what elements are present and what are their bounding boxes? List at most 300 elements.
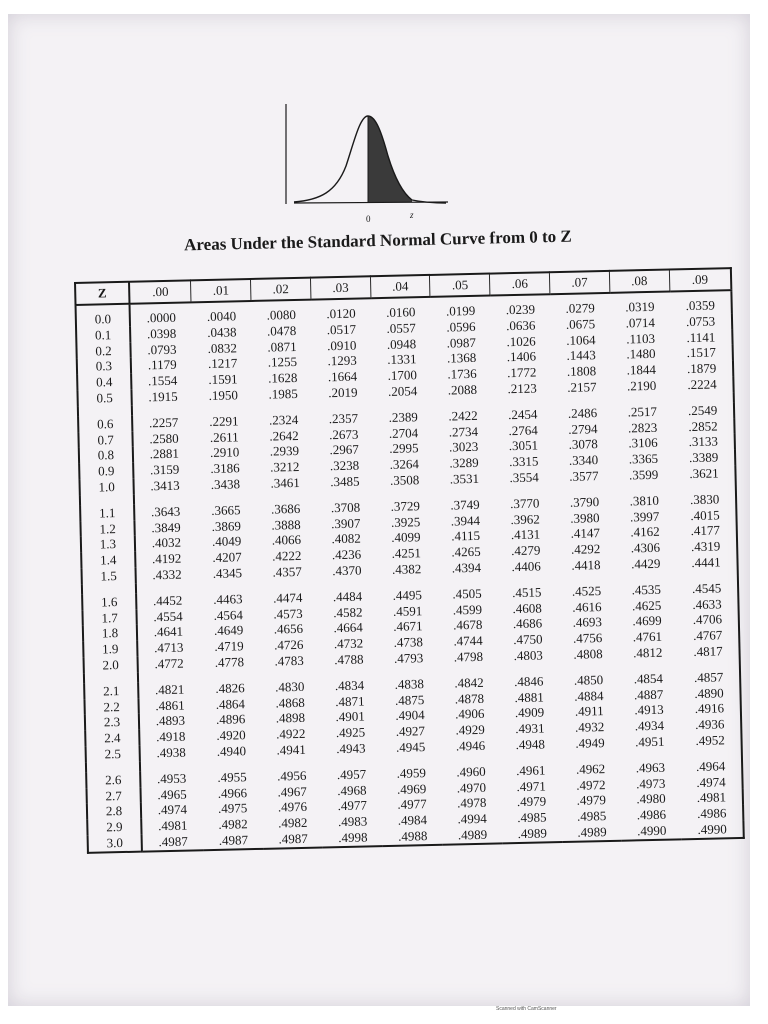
area-cell: .4934	[634, 717, 665, 734]
area-cell: .4986	[636, 806, 667, 823]
area-cell: .3554	[509, 469, 539, 486]
area-cell: .4857	[693, 669, 724, 685]
area-cell: .4881	[514, 688, 544, 705]
z-value-cell: 0.2	[76, 342, 130, 359]
area-cell: .4656	[273, 621, 304, 637]
area-cell: .1915	[148, 388, 178, 405]
area-cell: .4515	[511, 584, 542, 600]
area-cell: .4564	[213, 606, 244, 623]
area-cell: .3078	[568, 436, 599, 453]
area-cell: .4826	[215, 679, 245, 696]
z-value-cell: 1.0	[79, 479, 133, 496]
area-cell: .4987	[278, 830, 308, 847]
area-cell: .3770	[509, 495, 540, 511]
area-cell: .1517	[686, 344, 717, 361]
area-cell: .4772	[154, 655, 184, 672]
area-cell: .4941	[276, 741, 306, 758]
z-value-cell: 0.8	[79, 447, 133, 464]
area-cell: .4952	[695, 732, 725, 748]
area-cell: .4946	[455, 737, 486, 754]
area-cell: .3577	[569, 468, 599, 484]
z-value-cell: 1.7	[82, 609, 136, 626]
area-cell: .4279	[511, 542, 541, 559]
area-cell: .4979	[516, 793, 547, 810]
area-cell: .0948	[386, 335, 417, 352]
area-cell: .4803	[513, 647, 544, 664]
area-cell: .4977	[397, 796, 427, 813]
area-cell: .4945	[395, 739, 426, 755]
area-cell: .1255	[267, 354, 298, 371]
area-cell: .4066	[271, 532, 302, 548]
area-cell: .4963	[635, 759, 666, 776]
area-cell: .3133	[688, 433, 719, 450]
area-cell: .3665	[211, 502, 241, 518]
area-cell: .4982	[218, 816, 248, 832]
z-value-cell: 1.8	[83, 625, 137, 642]
area-cell: .2852	[688, 418, 718, 434]
z-value-cell: 2.9	[87, 819, 141, 836]
area-cell: .4994	[457, 810, 487, 827]
area-cell: .4798	[453, 648, 484, 665]
area-cell: .4974	[696, 773, 726, 790]
z-value-cell: 2.5	[86, 746, 140, 763]
area-cell: .3289	[449, 455, 479, 471]
area-cell: .3621	[689, 465, 719, 482]
area-cell: .4649	[213, 622, 244, 639]
z-value-cell: 2.4	[85, 730, 139, 747]
area-cell: .4981	[157, 817, 188, 834]
z-table	[74, 267, 745, 853]
area-cell: .4989	[577, 823, 607, 840]
area-cell: .3531	[449, 470, 480, 487]
area-cell: .4893	[155, 712, 186, 729]
area-cell: .0478	[266, 322, 297, 339]
area-cell: .1772	[507, 364, 537, 381]
area-cell: .3643	[150, 503, 181, 520]
area-cell: .0120	[326, 305, 356, 322]
area-cell: .4706	[692, 611, 723, 628]
area-cell: .4830	[274, 678, 305, 695]
area-cell: .4854	[633, 670, 664, 687]
area-cell: .1331	[387, 351, 417, 368]
area-cell: .4236	[331, 546, 362, 563]
area-cell: .1554	[147, 372, 178, 389]
area-cell: .2054	[387, 383, 418, 399]
area-cell: .3264	[389, 456, 420, 473]
area-cell: .4989	[517, 825, 548, 841]
scanner-watermark: Scanned with CamScanner	[496, 1006, 557, 1012]
area-cell: .2422	[448, 407, 478, 424]
area-cell: .4920	[216, 727, 246, 744]
area-cell: .2881	[149, 446, 180, 462]
area-cell: .4896	[215, 711, 246, 728]
area-cell: .1141	[686, 329, 716, 345]
area-cell: .4177	[690, 522, 721, 539]
area-cell: .4474	[272, 589, 303, 606]
area-cell: .4957	[336, 766, 367, 782]
header-col-03: .03	[310, 276, 370, 299]
table-title: Areas Under the Standard Normal Curve from 0 to Z	[183, 226, 572, 255]
area-cell: .4949	[575, 735, 605, 751]
area-cell: .2454	[507, 406, 538, 422]
area-cell: .4783	[274, 652, 304, 669]
header-col-08: .08	[609, 269, 669, 292]
area-cell: .4406	[511, 558, 541, 575]
area-cell: .4969	[396, 780, 427, 797]
area-cell: .4608	[512, 600, 542, 616]
area-cell: .4978	[456, 795, 487, 811]
area-cell: .0279	[565, 300, 595, 316]
area-cell: .4616	[572, 598, 602, 615]
area-cell: .4793	[393, 650, 424, 666]
area-cell: .4370	[332, 562, 362, 579]
normal-curve-figure	[280, 94, 455, 226]
area-cell: .4890	[694, 684, 724, 701]
z-value-cell: 2.2	[84, 698, 138, 715]
area-cell: .1103	[626, 330, 656, 347]
area-cell: .4998	[338, 829, 368, 846]
shaded-area	[368, 116, 412, 202]
area-cell: .4948	[515, 736, 546, 753]
area-cell: .4960	[456, 763, 486, 780]
area-cell: .1443	[566, 347, 596, 364]
z-value-cell: 0.1	[76, 327, 130, 344]
z-value-cell: 2.6	[86, 771, 140, 788]
area-cell: .0753	[685, 313, 716, 329]
area-cell: .4985	[576, 808, 607, 824]
area-cell: .1293	[327, 352, 357, 369]
area-cell: .3106	[628, 435, 658, 451]
area-cell: .0199	[445, 302, 476, 319]
area-cell: .1844	[626, 362, 657, 378]
area-cell: .0557	[386, 320, 416, 336]
area-cell: .4633	[692, 595, 722, 612]
area-cell: .4951	[634, 733, 665, 750]
area-cell: .4357	[272, 563, 302, 580]
area-cell: .4940	[216, 743, 247, 759]
area-cell: .3997	[629, 508, 660, 525]
area-cell: .4982	[278, 814, 308, 831]
header-col-04: .04	[370, 275, 430, 298]
area-cell: .0040	[206, 308, 237, 324]
area-cell: .2611	[209, 428, 239, 445]
area-cell: .4922	[276, 725, 306, 742]
area-cell: .4015	[690, 506, 720, 523]
z-value-cell: 1.3	[81, 536, 135, 553]
area-cell: .3708	[330, 499, 361, 515]
area-cell: .4965	[157, 786, 187, 802]
area-cell: .3849	[151, 519, 181, 535]
area-cell: .4573	[273, 605, 303, 622]
area-cell: .4974	[157, 801, 188, 818]
area-cell: .4222	[271, 548, 302, 564]
z-value-cell: 0.3	[77, 358, 131, 375]
area-cell: .4976	[277, 799, 308, 815]
area-cell: .0910	[326, 337, 357, 353]
area-cell: .4625	[631, 597, 662, 613]
area-cell: .4817	[693, 643, 723, 659]
area-cell: .4878	[454, 690, 485, 706]
area-cell: .4975	[217, 800, 248, 817]
area-cell: .0160	[386, 304, 416, 320]
x-axis	[294, 202, 448, 203]
area-cell: .4306	[630, 539, 661, 556]
area-cell: .2673	[329, 426, 359, 442]
z-value-cell: 2.7	[86, 787, 140, 804]
area-cell: .4884	[574, 687, 604, 704]
area-cell: .2823	[627, 419, 658, 436]
area-cell: .0359	[685, 297, 716, 314]
area-cell: .3438	[210, 476, 241, 492]
area-cell: .1179	[147, 357, 177, 373]
area-cell: .4913	[634, 702, 664, 718]
header-col-09: .09	[669, 268, 731, 291]
area-cell: .2357	[328, 410, 359, 427]
area-cell: .3790	[569, 493, 600, 510]
area-cell: .1700	[387, 367, 418, 384]
area-cell: .4909	[514, 704, 545, 721]
area-cell: .4970	[456, 779, 487, 795]
area-cell: .3830	[689, 491, 720, 507]
area-cell: .4916	[694, 700, 725, 717]
area-cell: .2967	[329, 441, 359, 458]
z-value-cell: 1.4	[81, 552, 135, 569]
area-cell: .1591	[208, 371, 238, 388]
area-cell: .0871	[267, 338, 297, 355]
area-cell: .1808	[566, 363, 597, 380]
area-cell: .4265	[451, 544, 481, 560]
area-cell: .4778	[214, 654, 245, 670]
area-cell: .4861	[155, 697, 185, 713]
area-cell: .4953	[156, 770, 187, 786]
table-body	[76, 290, 744, 852]
area-cell: .2190	[626, 377, 657, 394]
z-value-cell: 0.5	[77, 390, 131, 407]
area-cell: .2995	[389, 440, 419, 457]
area-cell: .3869	[211, 517, 242, 534]
z-value-cell: 2.3	[85, 714, 139, 731]
area-cell: .4484	[332, 588, 363, 604]
area-cell: .0987	[446, 334, 477, 351]
area-cell: .4251	[391, 545, 422, 562]
area-cell: .4115	[451, 528, 481, 544]
area-cell: .4162	[630, 524, 660, 540]
area-cell: .4812	[632, 644, 663, 661]
area-cell: .3413	[150, 477, 180, 494]
area-cell: .4641	[153, 623, 184, 640]
area-cell: .4545	[691, 580, 722, 596]
area-cell: .2734	[448, 423, 479, 440]
area-cell: .0398	[146, 325, 177, 342]
area-cell: .4984	[397, 812, 428, 828]
area-cell: .4864	[215, 695, 246, 712]
area-cell: .3944	[450, 512, 481, 529]
area-cell: .4049	[211, 533, 242, 550]
area-cell: .4901	[335, 708, 366, 725]
area-cell: .3051	[508, 437, 539, 454]
area-cell: .4599	[452, 601, 483, 618]
area-cell: .0675	[565, 315, 596, 332]
area-cell: .4983	[337, 813, 368, 830]
area-cell: .4931	[515, 720, 545, 737]
area-cell: .2910	[209, 444, 240, 461]
area-cell: .1480	[626, 346, 656, 362]
area-cell: .3485	[330, 473, 360, 490]
area-cell: .3729	[390, 497, 421, 514]
area-cell: .4868	[275, 694, 305, 711]
area-cell: .3980	[570, 509, 600, 526]
area-cell: .4943	[336, 740, 366, 757]
header-col-02: .02	[251, 278, 311, 301]
area-cell: .4535	[631, 581, 662, 598]
area-cell: .4192	[151, 550, 182, 567]
area-cell: .4767	[692, 627, 723, 644]
area-cell: .2642	[269, 427, 299, 444]
z-value-cell: 0.0	[76, 304, 131, 328]
area-cell: .3686	[270, 500, 301, 517]
area-cell: .2389	[388, 409, 418, 425]
area-cell: .4082	[331, 530, 361, 547]
area-cell: .4463	[213, 591, 243, 607]
z-value-cell: 1.9	[83, 641, 137, 658]
area-cell: .2324	[268, 411, 299, 428]
area-cell: .4932	[574, 719, 605, 735]
area-cell: .4441	[691, 554, 721, 571]
area-cell: .0793	[147, 341, 177, 357]
z-table-container	[74, 267, 745, 853]
area-cell: .4554	[153, 608, 183, 624]
area-cell: .4887	[633, 686, 664, 702]
area-cell: .4319	[690, 538, 721, 555]
label-zero: 0	[366, 214, 371, 224]
z-value-cell: 0.6	[78, 415, 132, 432]
area-cell: .4936	[694, 716, 725, 733]
area-cell: .4871	[335, 693, 365, 709]
area-cell: .4968	[337, 782, 367, 798]
area-cell: .4761	[632, 628, 663, 645]
area-cell: .4505	[452, 585, 482, 602]
area-cell: .4938	[156, 744, 186, 761]
area-cell: .4808	[573, 646, 603, 662]
z-value-cell: 0.7	[78, 431, 132, 448]
area-cell: .4292	[570, 541, 601, 557]
area-cell: .4788	[334, 651, 364, 668]
area-cell: .4918	[155, 728, 186, 745]
area-cell: .4955	[217, 768, 247, 785]
area-cell: .4664	[333, 619, 363, 636]
area-cell: .0714	[625, 314, 656, 331]
area-cell: .2088	[447, 381, 478, 398]
area-cell: .2704	[388, 424, 419, 441]
area-cell: .2764	[508, 422, 538, 438]
area-cell: .4726	[273, 637, 304, 653]
z-value-cell: 1.6	[82, 593, 136, 610]
area-cell: .4147	[570, 525, 601, 542]
area-cell: .4699	[632, 613, 662, 629]
area-cell: .4904	[395, 707, 425, 724]
area-cell: .4911	[574, 703, 604, 720]
area-cell: .4750	[513, 631, 543, 648]
area-cell: .0000	[146, 309, 177, 326]
area-cell: .4987	[218, 832, 249, 848]
area-cell: .4732	[333, 635, 364, 652]
area-cell: .4979	[576, 792, 607, 809]
area-cell: .0239	[505, 301, 536, 318]
z-value-cell: 2.1	[84, 682, 138, 699]
area-cell: .4850	[573, 671, 604, 688]
area-cell: .3238	[329, 457, 360, 474]
area-cell: .4977	[337, 797, 368, 814]
area-cell: .1064	[566, 331, 596, 348]
area-cell: .3212	[269, 459, 300, 475]
area-cell: .4990	[697, 821, 727, 837]
area-cell: .3186	[210, 460, 240, 477]
area-cell: .4131	[510, 526, 541, 543]
area-cell: .2517	[627, 403, 658, 420]
header-col-01: .01	[191, 279, 251, 302]
area-cell: .4985	[517, 809, 547, 826]
area-cell: .2257	[148, 414, 179, 431]
area-cell: .4927	[395, 723, 426, 739]
area-cell: .4956	[276, 767, 307, 784]
area-cell: .2019	[328, 384, 358, 401]
area-cell: .2939	[269, 443, 300, 459]
area-cell: .3389	[688, 449, 719, 466]
area-cell: .4738	[393, 634, 424, 650]
area-cell: .4875	[394, 691, 425, 708]
area-cell: .3159	[149, 461, 180, 478]
area-cell: .1406	[506, 348, 537, 365]
area-cell: .0596	[446, 318, 476, 335]
area-cell: .4967	[277, 783, 307, 800]
area-cell: .4842	[454, 674, 484, 691]
area-cell: .4429	[630, 555, 661, 572]
area-cell: .2580	[149, 430, 179, 446]
area-cell: .4744	[453, 632, 483, 649]
area-cell: .2486	[567, 404, 598, 421]
area-cell: .3340	[568, 452, 599, 468]
area-cell: .2291	[209, 413, 239, 429]
area-cell: .4846	[514, 673, 544, 689]
area-cell: .2123	[507, 380, 537, 397]
area-cell: .3315	[509, 453, 539, 470]
area-cell: .4987	[158, 833, 188, 850]
area-cell: .1879	[686, 360, 717, 377]
area-cell: .1217	[207, 355, 238, 372]
area-cell: .4986	[696, 805, 727, 822]
area-cell: .3461	[270, 474, 300, 491]
area-cell: .4972	[576, 776, 606, 793]
z-value-cell: 2.0	[84, 657, 138, 674]
area-cell: .4713	[153, 639, 184, 656]
area-cell: .2549	[687, 402, 718, 418]
area-cell: .4678	[452, 617, 483, 633]
area-cell: .4838	[394, 675, 425, 692]
area-cell: .1368	[446, 350, 477, 366]
area-cell: .4980	[636, 791, 666, 807]
z-value-cell: 1.1	[80, 504, 134, 521]
area-cell: .0438	[207, 324, 237, 340]
area-cell: .3599	[628, 466, 659, 483]
area-cell: .2157	[567, 379, 597, 395]
area-cell: .4382	[391, 561, 422, 577]
area-cell: .4821	[154, 681, 185, 697]
area-cell: .3810	[629, 492, 660, 509]
area-cell: .1985	[268, 385, 298, 402]
area-cell: .3925	[390, 513, 421, 530]
area-cell: .1950	[208, 387, 239, 403]
area-cell: .1664	[327, 368, 358, 385]
